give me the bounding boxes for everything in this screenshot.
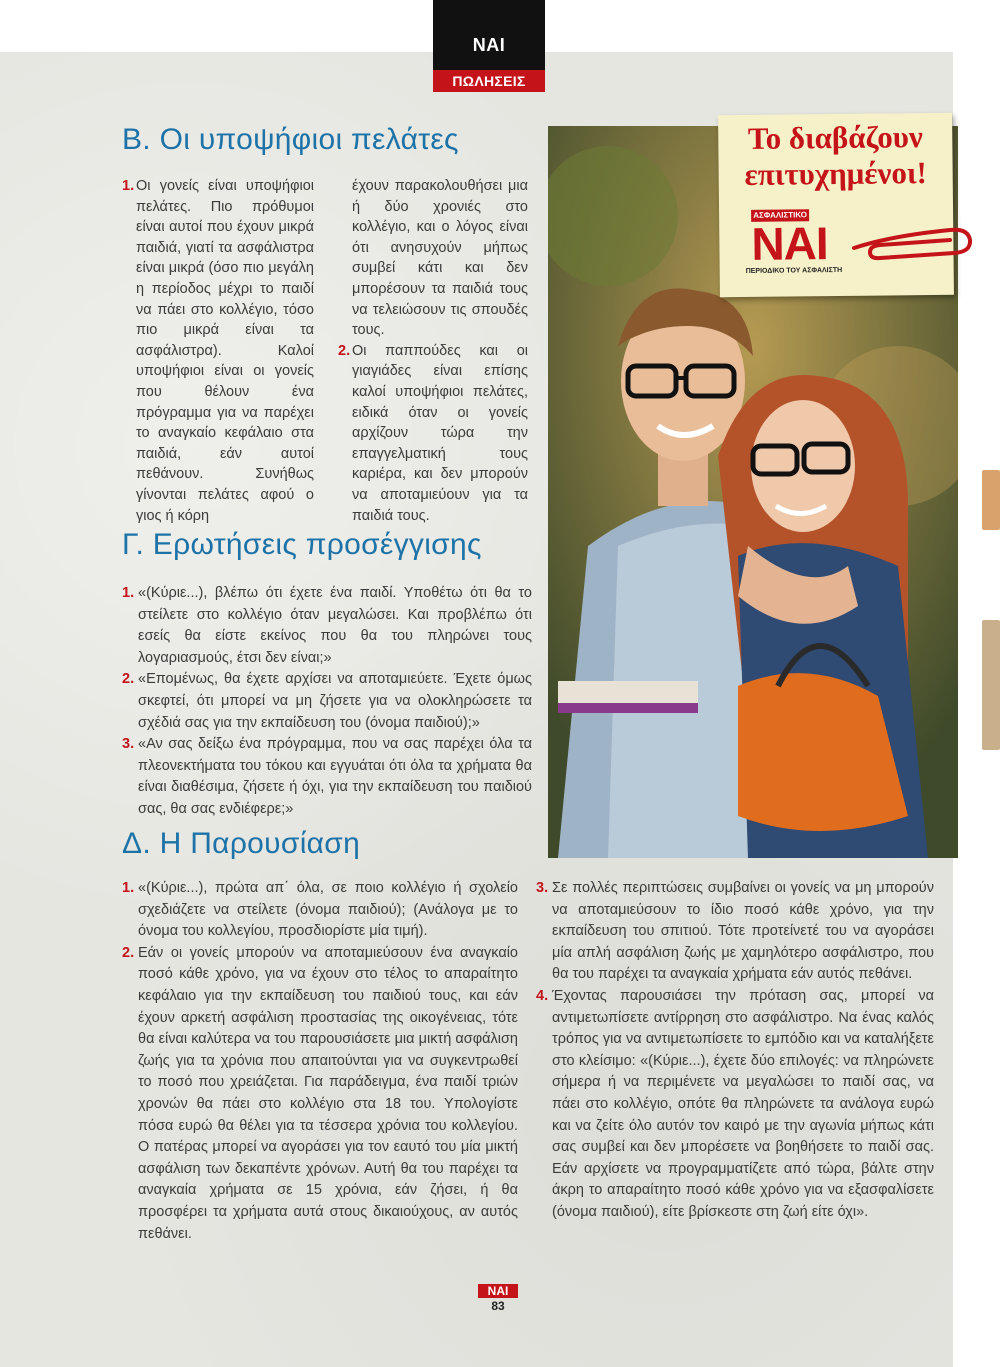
section-tab-label: ΠΩΛΗΣΕΙΣ	[433, 70, 545, 92]
list-item	[122, 669, 532, 734]
section-c-list	[122, 583, 532, 821]
item-text: «Αν σας δείξω ένα πρόγραμμα, που να σας παρέχει όλα τα πλεονεκτήματα του τόκου και εγγυάται ότι όλα τα χρήματα θα είναι διαθέσιμα, ζήσετε ή όχι, για την εκπαίδευση του παιδιού σας, θα σας ενδιέφερε;»	[138, 736, 532, 817]
logo-top-label: ΑΣΦΑΛΙΣΤΙΚΟ	[751, 209, 809, 222]
section-b-column-1	[122, 176, 314, 526]
section-d-heading: Δ. Η Παρουσίαση	[122, 827, 361, 860]
list-item	[536, 986, 934, 1224]
item-number: 1.	[122, 585, 135, 601]
section-d-column-1	[122, 878, 518, 1245]
logo-main-label: ΝΑΙ	[751, 217, 828, 270]
promo-sticky-note	[718, 113, 954, 297]
sticky-line-1: Το διαβάζουν	[747, 119, 923, 156]
section-tab	[433, 0, 545, 92]
section-d-column-2	[536, 878, 934, 1224]
logo-subtitle: ΠΕΡΙΟΔΙΚΟ ΤΟΥ ΑΣΦΑΛΙΣΤΗ	[745, 266, 843, 275]
list-item	[122, 734, 532, 820]
item-number: 2.	[338, 342, 351, 359]
next-page-thumb-2	[982, 620, 1000, 750]
section-b-heading: Β. Οι υποψήφιοι πελάτες	[122, 123, 459, 156]
footer-logo: ΝΑΙ	[478, 1284, 518, 1298]
section-tab-brand: ΝΑΙ	[433, 0, 545, 70]
next-page-thumb	[982, 470, 1000, 530]
item-text: Εάν οι γονείς μπορούν να αποταμιεύσουν ένα αναγκαίο ποσό κάθε χρόνο, για να έχουν στο τέλος το απαραίτητο κεφάλαιο για την εκπαίδευση του παιδιού τους, και εάν έχουν αρκετή ασφάλιση προστασίας της οικογένειας, τότε θα είναι καλύτερα να του παρουσιάσετε μια μικτή ασφάλιση ζωής για τα χρόνια που απαιτούνται για να συγκεντρωθεί το ποσό που χρειάζεται. Για παράδειγμα, ένα παιδί τριών χρονών θα πάει στο κολλέγιο στα 18 του. Υπολογίστε πόσα ευρώ θα θέλει για τα τέσσερα χρόνια του κολλεγίου. Ο πατέρας μπορεί να αγοράσει για τον εαυτό του μία μικτή ασφάλιση των δεκαπέντε χρόνων. Αυτή θα του παρέχει τα αναγκαία χρήματα σε 15 χρόνια, εάν ζήσει, ή θα προσφέρει τα χρήματα αυτά στους δικαιούχους, αν αυτός πεθάνει.	[138, 944, 518, 1242]
item-text: «Επομένως, θα έχετε αρχίσει να αποταμιεύετε. Έχετε όμως σκεφτεί, ότι μπορεί να μη ζήσετε για να ολοκληρώσετε τα σχέδιά σας για την εκπαίδευση του (όνομα παιδιού);»	[138, 671, 532, 731]
item-number: 3.	[536, 880, 549, 896]
list-item	[338, 341, 528, 526]
section-b-column-2	[338, 176, 528, 526]
item-number: 2.	[122, 671, 135, 688]
item-text: Οι παππούδες και οι γιαγιάδες είναι επίσης καλοί υποψήφιοι πελάτες, ειδικά όταν οι γονείς αρχίζουν τώρα την επαγγελματική τους καριέρα, και δεν μπορούν να αποταμιεύουν για τα παιδιά τους.	[352, 342, 528, 524]
list-item	[122, 943, 518, 1245]
list-item	[122, 176, 314, 526]
page-number: 83	[491, 1299, 505, 1313]
item-text: «(Κύριε...), πρώτα απ΄ όλα, σε ποιο κολλέγιο ή σχολείο σχεδιάζετε να στείλετε (όνομα παιδιού); (Ανάλογα με το όνομα του κολλεγίου, προσδιορίστε μία τιμή).	[138, 880, 518, 940]
item-text: Οι γονείς είναι υποψήφιοι πελάτες. Πιο πρόθυμοι είναι αυτοί που έχουν μικρά παιδιά, γιατί τα ασφάλιστρα είναι μικρά (όσο πιο μεγάλη η περίοδος μέχρι το παιδί να πάει στο κολλέγιο, τόσο πιο μικρά είναι τα ασφάλιστρα). Καλοί υποψήφιοι είναι οι γονείς που θέλουν ένα πρόγραμμα για να παρέχει το αναγκαίο κεφάλαιο στα παιδιά, εάν αυτοί πεθάνουν. Συνήθως γίνονται πελάτες αφού ο γιος ή κόρη	[136, 178, 314, 524]
item-number: 1.	[122, 178, 135, 194]
paperclip-icon	[850, 222, 974, 264]
item-text: Έχοντας παρουσιάσει την πρόταση σας, μπορεί να αντιμετωπίσετε αντίρρηση στο ασφάλιστρο. Να ένας καλός τρόπος για να αντιμετωπίσετε το εμπόδιο και να καταλήξετε στο κλείσιμο: «(Κύριε...), έχετε δύο επιλογές: να πληρώνετε σήμερα ή να περιμένετε να μεγαλώσει το παιδί σας, να πάει στο κολλέγιο, οπότε θα πληρώνετε τα ανάλογα ευρώ και να ζείτε όλο αυτόν τον καιρό με την αγωνία μήπως κάτι σας συμβεί και δεν μπορέσετε να βοηθήσετε το παιδί σας. Εάν αρχίσετε να προγραμματίζετε από τώρα, βάλτε στην άκρη το απαραίτητο ποσό κάθε χρόνο για να εξασφαλίσετε (όνομα παιδιού), είτε βρίσκεστε στη ζωή είτε όχι».	[552, 987, 934, 1220]
item-number: 2.	[122, 944, 135, 961]
list-item	[536, 878, 934, 986]
sticky-line-2: επιτυχημένοι!	[744, 155, 927, 192]
item-text: Σε πολλές περιπτώσεις συμβαίνει οι γονείς να μη μπορούν να αποταμιεύσουν το ίδιο ποσό κάθε χρόνο, για την εκπαίδευση του σπιτιού. Τότε προτείνετέ του να αγοράσει μία απλή ασφάλιση ζωής με χαμηλότερο ασφάλιστρο, που θα του παρέχει τα αναγκαία χρήματα εάν αυτός πεθάνει.	[552, 880, 934, 983]
list-item	[122, 583, 532, 669]
section-c-heading: Γ. Ερωτήσεις προσέγγισης	[122, 528, 482, 561]
item-number: 4.	[536, 987, 549, 1004]
list-item	[122, 878, 518, 943]
list-item	[338, 176, 528, 341]
item-number: 3.	[122, 736, 135, 753]
item-text: «(Κύριε...), βλέπω ότι έχετε ένα παιδί. Υποθέτω ότι θα το στείλετε στο κολλέγιο όταν μεγαλώσει. Και προβλέπω ότι εσείς θα είστε εκείνος που θα του πληρώνει τους λογαριασμούς, έτσι δεν είναι;»	[138, 585, 532, 666]
item-number: 1.	[122, 880, 135, 896]
item-text-continued: έχουν παρακολουθήσει μια ή δύο χρονιές στο κολλέγιο, και ο λόγος είναι ότι ανησυχούν μήπως συμβεί κάτι και δεν μπορέσουν τα παιδιά τους να τελειώσουν τις σπουδές τους.	[352, 178, 528, 339]
